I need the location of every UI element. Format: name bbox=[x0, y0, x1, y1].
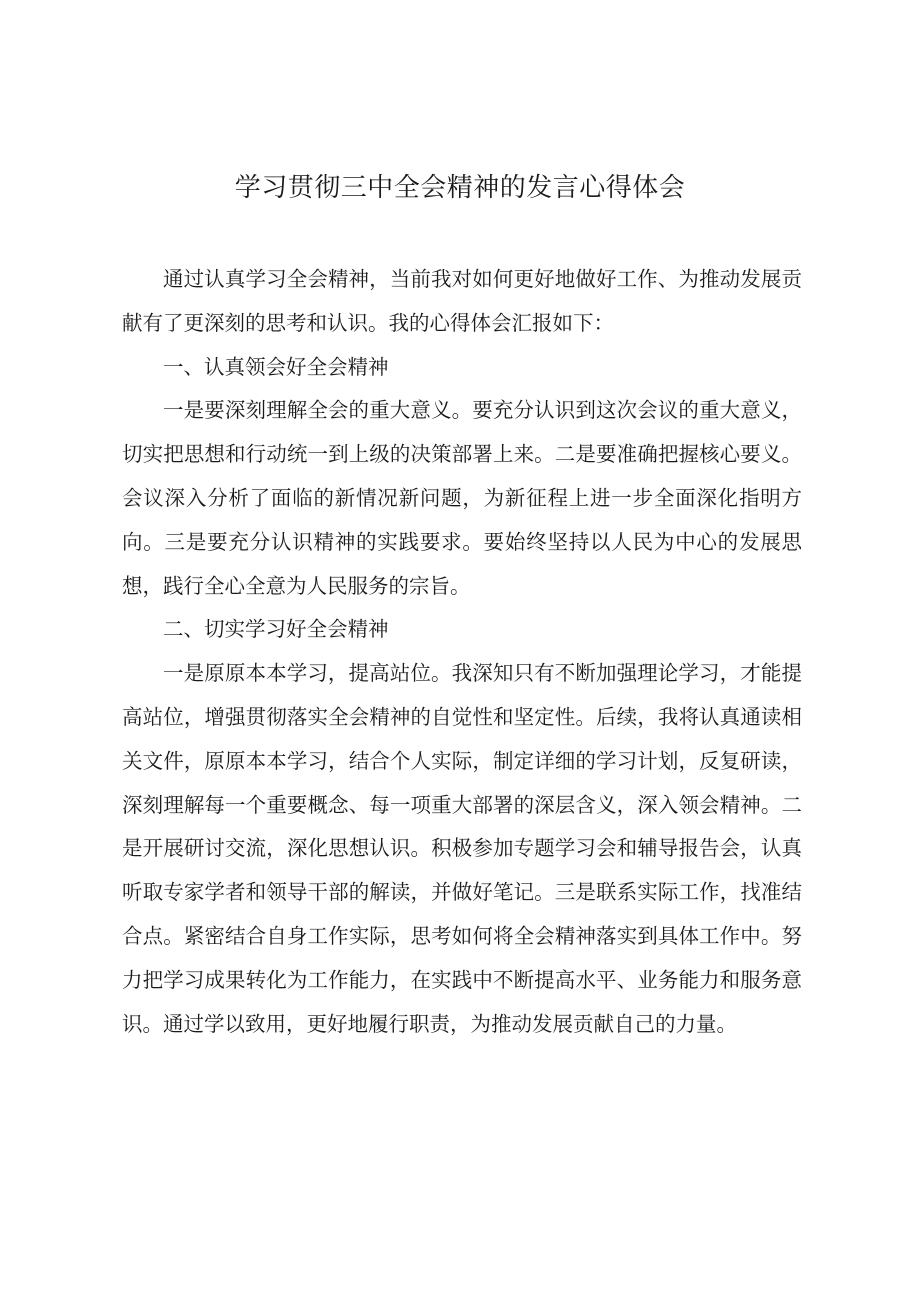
document-title: 学习贯彻三中全会精神的发言心得体会 bbox=[234, 173, 686, 203]
section-paragraph-1: 一是要深刻理解全会的重大意义。要充分认识到这次会议的重大意义，切实把思想和行动统一到上级的决策部署上来。二是要准确把握核心要义。会议深入分析了面临的新情况新问题，为新征程上进一步全面深化指明方向。三是要充分认识精神的实践要求。要始终坚持以人民为中心的发展思想，践行全心全意为人民服务的宗旨。 bbox=[122, 398, 802, 598]
document-body bbox=[122, 258, 802, 1046]
intro-paragraph: 通过认真学习全会精神，当前我对如何更好地做好工作、为推动发展贡献有了更深刻的思考和认识。我的心得体会汇报如下： bbox=[122, 267, 802, 335]
section-heading-1: 一、认真领会好全会精神 bbox=[163, 354, 389, 379]
section-paragraph-2: 一是原原本本学习，提高站位。我深知只有不断加强理论学习，才能提高站位，增强贯彻落实全会精神的自觉性和坚定性。后续，我将认真通读相关文件，原原本本学习，结合个人实际，制定详细的学习计划，反复研读，深刻理解每一个重要概念、每一项重大部署的深层含义，深入领会精神。二是开展研讨交流，深化思想认识。积极参加专题学习会和辅导报告会，认真听取专家学者和领导干部的解读，并做好笔记。三是联系实际工作，找准结合点。紧密结合自身工作实际，思考如何将全会精神落实到具体工作中。努力把学习成果转化为工作能力，在实践中不断提高水平、业务能力和服务意识。通过学以致用，更好地履行职责，为推动发展贡献自己的力量。 bbox=[122, 661, 802, 1036]
section-heading-2: 二、切实学习好全会精神 bbox=[163, 617, 389, 642]
